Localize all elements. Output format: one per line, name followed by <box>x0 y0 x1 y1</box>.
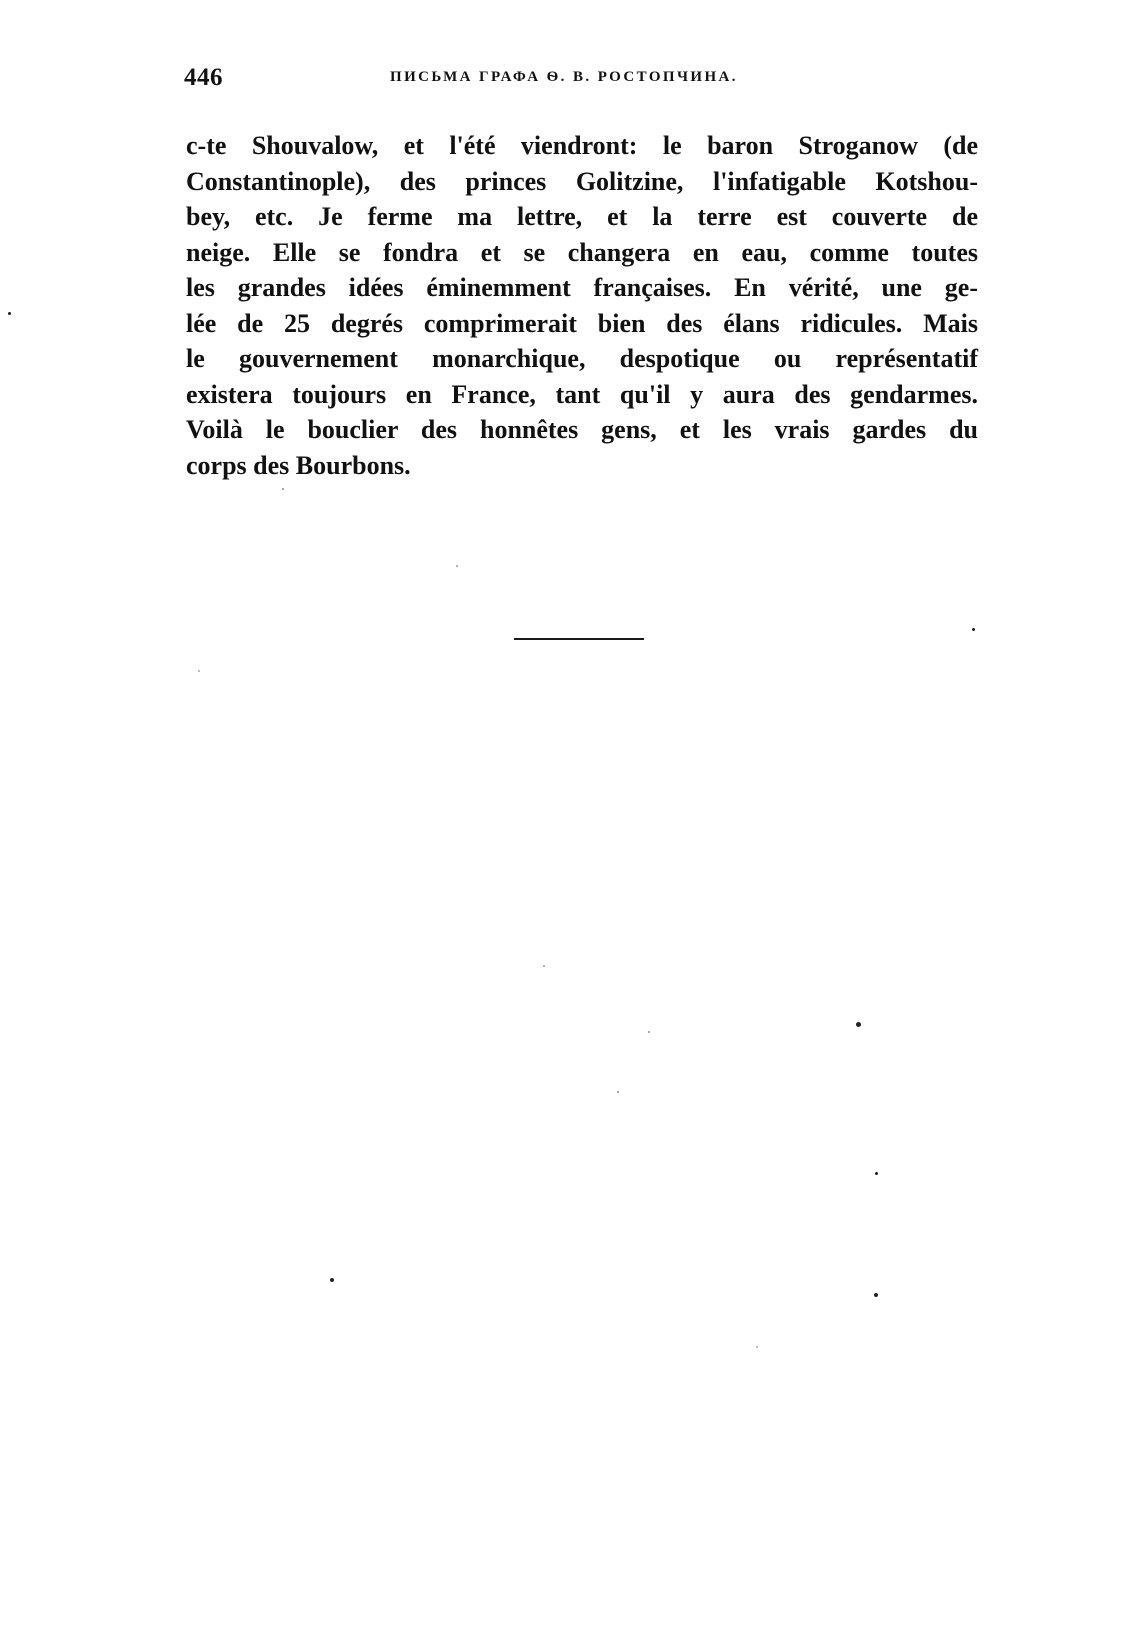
text-line: corps des Bourbons. <box>186 450 411 480</box>
text-line: c-te Shouvalow, et l'été viendront: le baron Stroganow (de <box>186 131 978 160</box>
closing-rule <box>514 638 644 640</box>
scan-speck <box>198 670 200 672</box>
scan-speck <box>856 1022 861 1027</box>
scan-speck <box>456 565 458 567</box>
scan-speck <box>543 965 545 967</box>
scan-speck <box>875 1172 878 1175</box>
scan-speck <box>8 312 11 315</box>
letter-text <box>186 128 978 483</box>
text-line: bey, etc. Je ferme ma lettre, et la terre est couverte de <box>186 202 978 231</box>
scan-speck <box>874 1293 878 1297</box>
text-line: Constantinople), des princes Golitzine, l'infatigable Kotshou- <box>186 166 978 196</box>
scan-speck <box>282 488 284 490</box>
text-line: le gouvernement monarchique, despotique ou représentatif <box>186 344 978 373</box>
scan-speck <box>330 1278 334 1282</box>
scan-speck <box>972 628 975 631</box>
text-line: lée de 25 degrés comprimerait bien des élans ridicules. Mais <box>186 308 978 338</box>
scan-speck <box>648 1031 650 1033</box>
text-line: existera toujours en France, tant qu'il y aura des gendarmes. <box>186 379 978 409</box>
text-line: neige. Elle se fondra et se changera en eau, comme toutes <box>186 237 978 267</box>
page-header <box>184 64 976 100</box>
running-title: ПИСЬМА ГРАФА Ѳ. В. РОСТОПЧИНА. <box>390 69 738 85</box>
page-number: 446 <box>184 64 223 91</box>
scan-speck <box>617 1091 619 1093</box>
text-line: les grandes idées éminemment françaises. En vérité, une ge- <box>186 273 978 302</box>
scan-speck <box>756 1346 758 1348</box>
text-line: Voilà le bouclier des honnêtes gens, et les vrais gardes du <box>186 415 978 444</box>
